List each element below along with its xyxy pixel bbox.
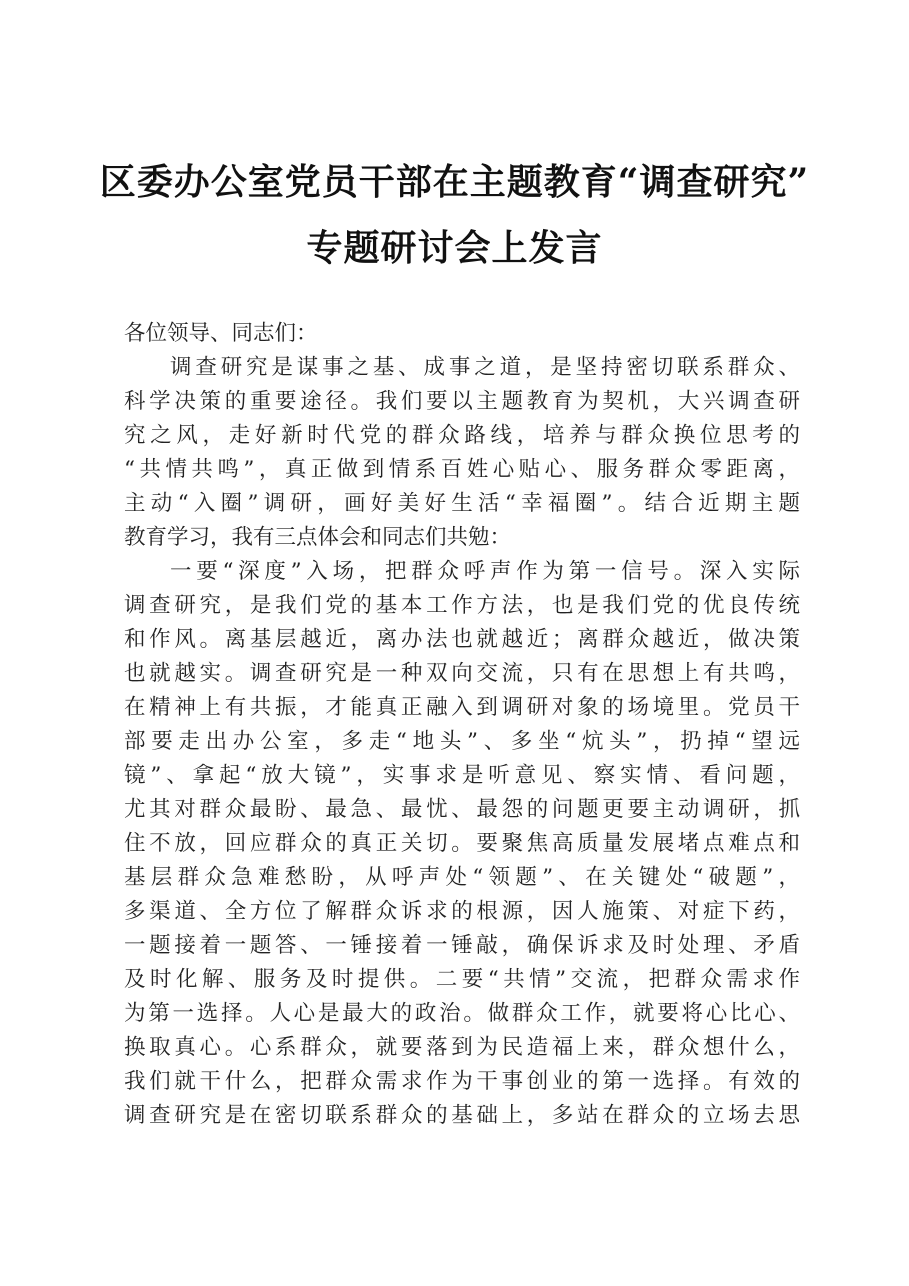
paragraph-line: 一要“深度”入场，把群众呼声作为第一信号。深入实际 xyxy=(170,559,800,584)
document-title-line-1: 区委办公室党员干部在主题教育“调查研究” xyxy=(99,161,810,203)
paragraph-line: 住不放，回应群众的真正关切。要聚焦高质量发展堵点难点和 xyxy=(124,831,800,856)
paragraph-line: 主动“入圈”调研，画好美好生活“幸福圈”。结合近期主题 xyxy=(124,491,800,516)
paragraph-line: “共情共鸣”，真正做到情系百姓心贴心、服务群众零距离， xyxy=(124,457,800,482)
salutation: 各位领导、同志们： xyxy=(124,321,318,346)
paragraph-line: 我们就干什么，把群众需求作为干事创业的第一选择。有效的 xyxy=(124,1069,800,1094)
paragraph-line: 部要走出办公室，多走“地头”、多坐“炕头”，扔掉“望远 xyxy=(124,729,800,754)
paragraph-line: 调查研究是在密切联系群众的基础上，多站在群众的立场去思 xyxy=(124,1103,800,1128)
paragraph-line: 为第一选择。人心是最大的政治。做群众工作，就要将心比心、 xyxy=(124,1001,800,1026)
paragraph-line: 在精神上有共振，才能真正融入到调研对象的场境里。党员干 xyxy=(124,695,800,720)
document-title-line-2: 专题研讨会上发言 xyxy=(306,227,603,269)
paragraph-line: 和作风。离基层越近，离办法也就越近；离群众越近，做决策 xyxy=(124,627,800,652)
paragraph-line: 调查研究，是我们党的基本工作方法，也是我们党的优良传统 xyxy=(124,593,800,618)
paragraph-line: 换取真心。心系群众，就要落到为民造福上来，群众想什么， xyxy=(124,1035,800,1060)
paragraph-line: 尤其对群众最盼、最急、最忧、最怨的问题更要主动调研，抓 xyxy=(124,797,800,822)
paragraph-line: 教育学习，我有三点体会和同志们共勉： xyxy=(124,525,512,550)
paragraph-line: 多渠道、全方位了解群众诉求的根源，因人施策、对症下药， xyxy=(124,899,800,924)
paragraph-line: 一题接着一题答、一锤接着一锤敲，确保诉求及时处理、矛盾 xyxy=(124,933,800,958)
paragraph-line: 及时化解、服务及时提供。二要“共情”交流，把群众需求作 xyxy=(124,967,800,992)
paragraph-line: 也就越实。调查研究是一种双向交流，只有在思想上有共鸣， xyxy=(124,661,800,686)
paragraph-line: 基层群众急难愁盼，从呼声处“领题”、在关键处“破题”， xyxy=(124,865,800,890)
paragraph-line: 究之风，走好新时代党的群众路线，培养与群众换位思考的 xyxy=(124,423,800,448)
paragraph-line: 镜”、拿起“放大镜”，实事求是听意见、察实情、看问题， xyxy=(124,763,800,788)
paragraph-line: 科学决策的重要途径。我们要以主题教育为契机，大兴调查研 xyxy=(124,389,800,414)
paragraph-line: 调查研究是谋事之基、成事之道，是坚持密切联系群众、 xyxy=(170,355,800,380)
